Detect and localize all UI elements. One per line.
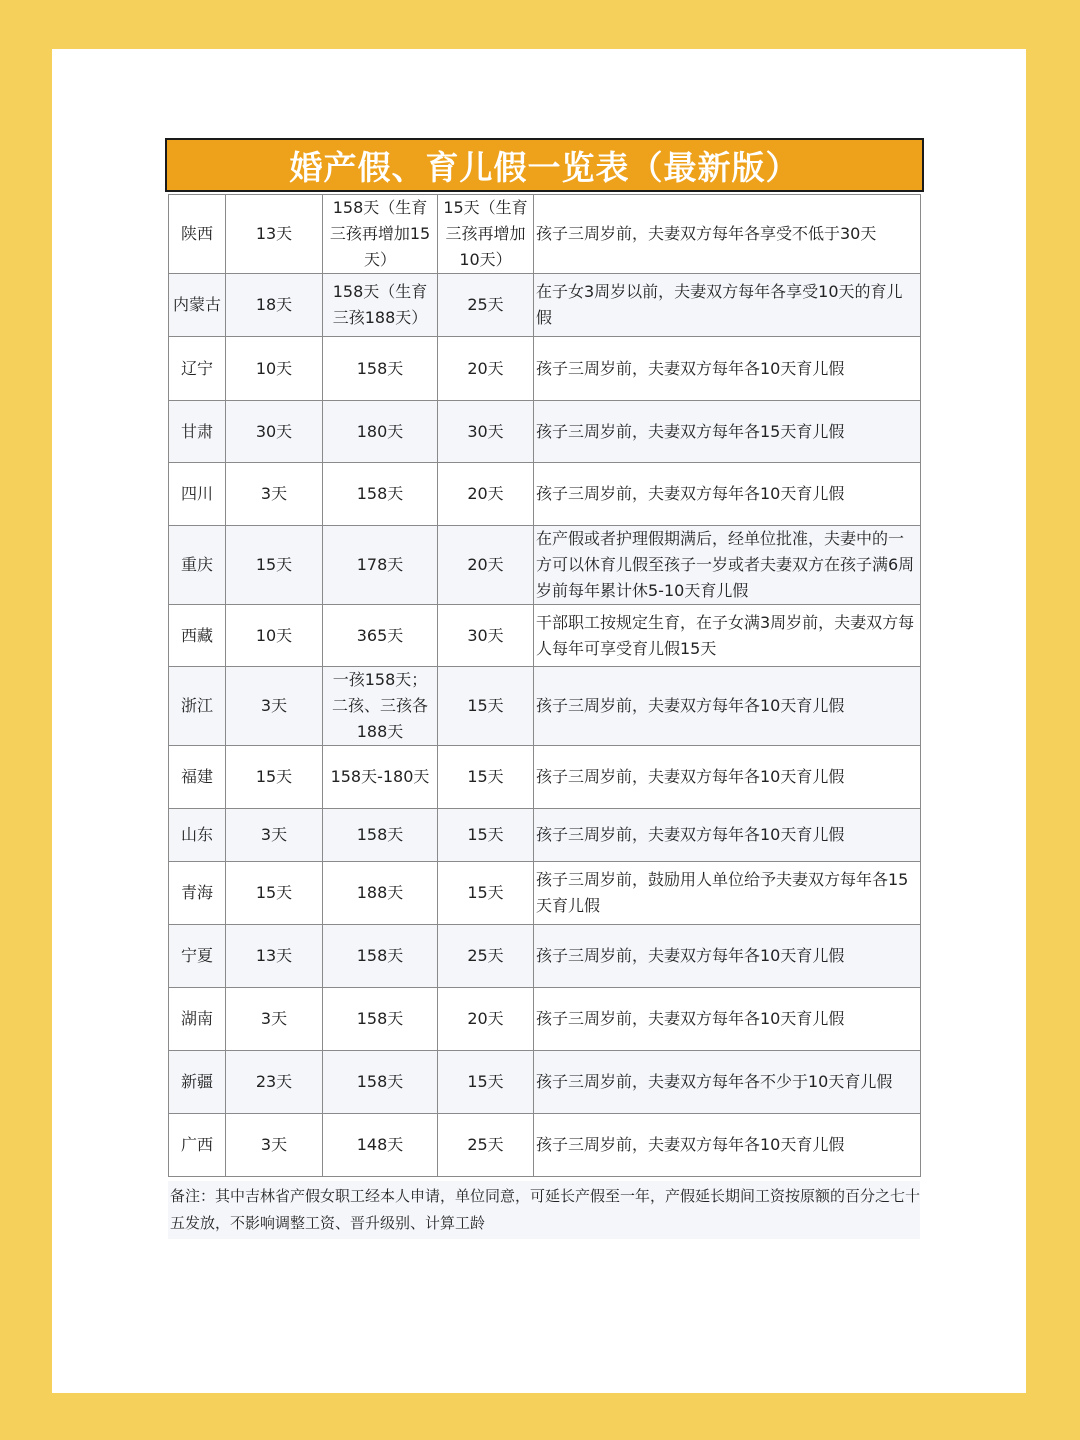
table-row [169, 526, 921, 605]
cell-province: 重庆 [169, 526, 226, 605]
cell-maternity-leave: 365天 [323, 605, 438, 667]
cell-childcare-leave: 孩子三周岁前，夫妻双方每年各15天育儿假 [534, 401, 921, 463]
cell-province: 辽宁 [169, 337, 226, 401]
cell-marriage-leave: 10天 [226, 337, 323, 401]
cell-province: 陕西 [169, 195, 226, 274]
cell-childcare-leave: 在产假或者护理假期满后，经单位批准，夫妻中的一方可以休育儿假至孩子一岁或者夫妻双方在孩子满6周岁前每年累计休5-10天育儿假 [534, 526, 921, 605]
cell-paternity-leave: 25天 [438, 274, 534, 337]
cell-marriage-leave: 18天 [226, 274, 323, 337]
cell-maternity-leave: 158天 [323, 1051, 438, 1114]
cell-childcare-leave: 孩子三周岁前，夫妻双方每年各10天育儿假 [534, 746, 921, 809]
cell-province: 四川 [169, 463, 226, 526]
cell-paternity-leave: 30天 [438, 401, 534, 463]
cell-childcare-leave: 孩子三周岁前，夫妻双方每年各10天育儿假 [534, 667, 921, 746]
cell-marriage-leave: 3天 [226, 1114, 323, 1177]
table-row [169, 605, 921, 667]
cell-maternity-leave: 180天 [323, 401, 438, 463]
cell-childcare-leave: 在子女3周岁以前，夫妻双方每年各享受10天的育儿假 [534, 274, 921, 337]
cell-province: 西藏 [169, 605, 226, 667]
table-row [169, 746, 921, 809]
cell-marriage-leave: 13天 [226, 925, 323, 988]
cell-marriage-leave: 10天 [226, 605, 323, 667]
cell-paternity-leave: 20天 [438, 337, 534, 401]
footnote: 备注：其中吉林省产假女职工经本人申请，单位同意，可延长产假至一年，产假延长期间工资按原额的百分之七十五发放，不影响调整工资、晋升级别、计算工龄 [168, 1181, 920, 1239]
table-row [169, 337, 921, 401]
cell-marriage-leave: 23天 [226, 1051, 323, 1114]
cell-province: 新疆 [169, 1051, 226, 1114]
table-row [169, 463, 921, 526]
cell-marriage-leave: 3天 [226, 463, 323, 526]
cell-paternity-leave: 15天 [438, 667, 534, 746]
cell-province: 山东 [169, 809, 226, 862]
table-row [169, 925, 921, 988]
cell-maternity-leave: 158天 [323, 463, 438, 526]
cell-paternity-leave: 20天 [438, 526, 534, 605]
cell-province: 内蒙古 [169, 274, 226, 337]
cell-maternity-leave: 158天 [323, 337, 438, 401]
cell-marriage-leave: 3天 [226, 809, 323, 862]
table-row [169, 274, 921, 337]
title-banner [165, 138, 924, 192]
cell-paternity-leave: 20天 [438, 463, 534, 526]
cell-childcare-leave: 孩子三周岁前，鼓励用人单位给予夫妻双方每年各15天育儿假 [534, 862, 921, 925]
cell-paternity-leave: 30天 [438, 605, 534, 667]
cell-paternity-leave: 15天 [438, 862, 534, 925]
cell-maternity-leave: 158天 [323, 988, 438, 1051]
cell-maternity-leave: 158天 [323, 925, 438, 988]
cell-childcare-leave: 孩子三周岁前，夫妻双方每年各10天育儿假 [534, 925, 921, 988]
cell-province: 浙江 [169, 667, 226, 746]
cell-province: 湖南 [169, 988, 226, 1051]
cell-marriage-leave: 13天 [226, 195, 323, 274]
cell-maternity-leave: 158天（生育三孩再增加15天） [323, 195, 438, 274]
cell-paternity-leave: 25天 [438, 1114, 534, 1177]
table-row [169, 809, 921, 862]
leave-table-body [169, 195, 921, 1177]
cell-childcare-leave: 孩子三周岁前，夫妻双方每年各10天育儿假 [534, 463, 921, 526]
cell-paternity-leave: 25天 [438, 925, 534, 988]
cell-paternity-leave: 15天（生育三孩再增加10天） [438, 195, 534, 274]
table-row [169, 1051, 921, 1114]
cell-paternity-leave: 15天 [438, 1051, 534, 1114]
cell-childcare-leave: 孩子三周岁前，夫妻双方每年各10天育儿假 [534, 337, 921, 401]
cell-marriage-leave: 15天 [226, 862, 323, 925]
cell-maternity-leave: 188天 [323, 862, 438, 925]
cell-marriage-leave: 30天 [226, 401, 323, 463]
cell-maternity-leave: 158天 [323, 809, 438, 862]
table-row [169, 862, 921, 925]
cell-childcare-leave: 孩子三周岁前，夫妻双方每年各不少于10天育儿假 [534, 1051, 921, 1114]
cell-childcare-leave: 干部职工按规定生育，在子女满3周岁前，夫妻双方每人每年可享受育儿假15天 [534, 605, 921, 667]
cell-marriage-leave: 15天 [226, 746, 323, 809]
cell-paternity-leave: 15天 [438, 809, 534, 862]
table-row [169, 195, 921, 274]
table-row [169, 1114, 921, 1177]
page-title: 婚产假、育儿假一览表（最新版） [289, 147, 800, 187]
table-row [169, 988, 921, 1051]
table-row [169, 401, 921, 463]
cell-province: 广西 [169, 1114, 226, 1177]
cell-childcare-leave: 孩子三周岁前，夫妻双方每年各10天育儿假 [534, 988, 921, 1051]
table-row [169, 667, 921, 746]
cell-marriage-leave: 3天 [226, 667, 323, 746]
cell-childcare-leave: 孩子三周岁前，夫妻双方每年各10天育儿假 [534, 809, 921, 862]
cell-province: 福建 [169, 746, 226, 809]
cell-paternity-leave: 15天 [438, 746, 534, 809]
cell-province: 宁夏 [169, 925, 226, 988]
leave-table [168, 194, 921, 1177]
cell-childcare-leave: 孩子三周岁前，夫妻双方每年各享受不低于30天 [534, 195, 921, 274]
cell-maternity-leave: 158天-180天 [323, 746, 438, 809]
cell-maternity-leave: 148天 [323, 1114, 438, 1177]
cell-maternity-leave: 158天（生育三孩188天） [323, 274, 438, 337]
cell-marriage-leave: 15天 [226, 526, 323, 605]
cell-maternity-leave: 一孩158天；二孩、三孩各188天 [323, 667, 438, 746]
cell-marriage-leave: 3天 [226, 988, 323, 1051]
cell-childcare-leave: 孩子三周岁前，夫妻双方每年各10天育儿假 [534, 1114, 921, 1177]
cell-province: 青海 [169, 862, 226, 925]
cell-province: 甘肃 [169, 401, 226, 463]
cell-paternity-leave: 20天 [438, 988, 534, 1051]
cell-maternity-leave: 178天 [323, 526, 438, 605]
